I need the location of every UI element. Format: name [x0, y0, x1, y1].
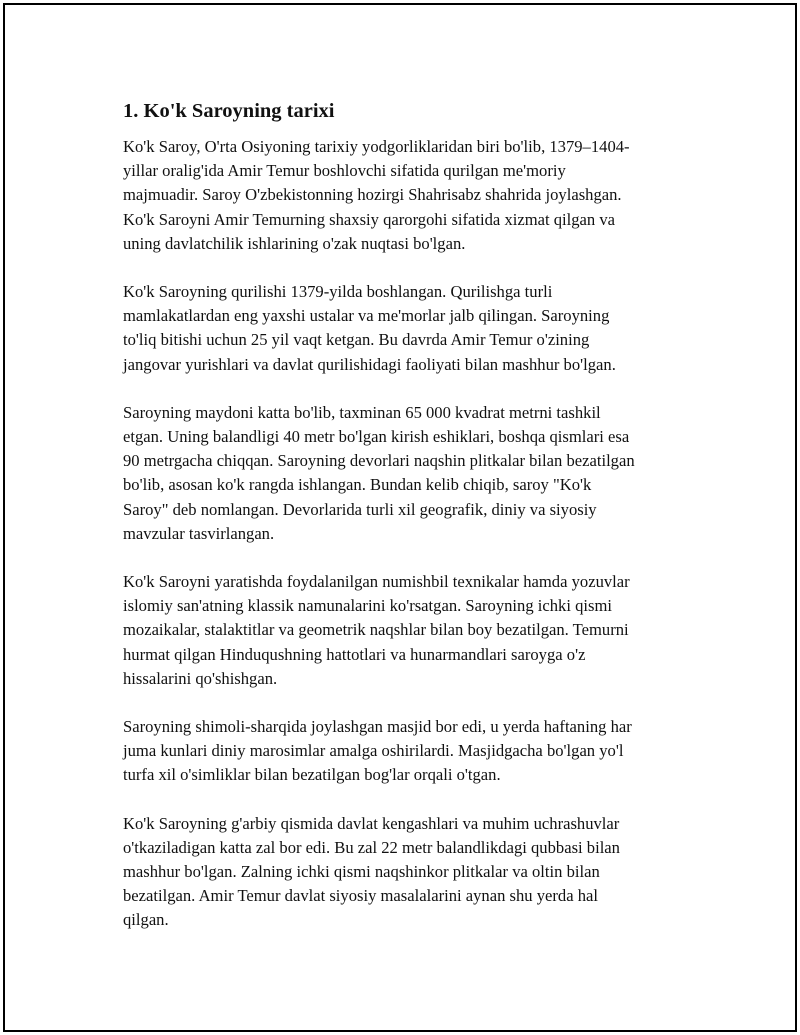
text-line: yillar oralig'ida Amir Temur boshlovchi sifatida qurilgan me'moriy [123, 161, 566, 181]
text-line: Ko'k Saroyning qurilishi 1379-yilda boshlangan. Qurilishga turli [123, 282, 553, 302]
text-line: mamlakatlardan eng yaxshi ustalar va me'morlar jalb qilingan. Saroyning [123, 306, 610, 326]
text-line: qilgan. [123, 910, 169, 930]
text-line: 90 metrgacha chiqqan. Saroyning devorlari naqshin plitkalar bilan bezatilgan [123, 451, 635, 471]
text-line: juma kunlari diniy marosimlar amalga oshirilardi. Masjidgacha bo'lgan yo'l [123, 741, 624, 761]
text-line: majmuadir. Saroy O'zbekistonning hozirgi Shahrisabz shahrida joylashgan. [123, 185, 622, 205]
paragraph-4 [123, 570, 703, 691]
document-body [123, 97, 703, 957]
text-line: Ko'k Saroyning g'arbiy qismida davlat kengashlari va muhim uchrashuvlar [123, 813, 620, 833]
text-line: Ko'k Saroyni Amir Temurning shaxsiy qarorgohi sifatida xizmat qilgan va [123, 209, 616, 229]
text-line: Saroyning shimoli-sharqida joylashgan masjid bor edi, u yerda haftaning har [123, 717, 632, 737]
text-line: Ko'k Saroy, O'rta Osiyoning tarixiy yodgorliklaridan biri bo'lib, 1379–1404- [123, 137, 630, 156]
text-line: hissalarini qo'shishgan. [123, 668, 278, 688]
text-line: hurmat qilgan Hinduqushning hattotlari va hunarmandlari saroyga o'z [123, 644, 586, 664]
text-line: etgan. Uning balandligi 40 metr bo'lgan kirish eshiklari, boshqa qismlari esa [123, 427, 630, 447]
paragraph-5 [123, 715, 703, 788]
text-line: islomiy san'atning klassik namunalarini ko'rsatgan. Saroyning ichki qismi [123, 596, 612, 616]
text-line: bo'lib, asosan ko'k rangda ishlangan. Bundan kelib chiqib, saroy "Ko'k [123, 475, 592, 495]
text-line: jangovar yurishlari va davlat qurilishidagi faoliyati bilan mashhur bo'lgan. [123, 354, 616, 374]
text-line: Saroyning maydoni katta bo'lib, taxminan 65 000 kvadrat metrni tashkil [123, 402, 601, 422]
text-line: mozaikalar, stalaktitlar va geometrik naqshlar bilan boy bezatilgan. Temurni [123, 620, 629, 640]
paragraph-3 [123, 401, 703, 546]
section-heading: 1. Ko'k Saroyning tarixi [123, 100, 335, 122]
text-line: Ko'k Saroyni yaratishda foydalanilgan numishbil texnikalar hamda yozuvlar [123, 572, 630, 592]
text-line: turfa xil o'simliklar bilan bezatilgan bog'lar orqali o'tgan. [123, 765, 501, 785]
text-line: mavzular tasvirlangan. [123, 523, 275, 543]
text-line: to'liq bitishi uchun 25 yil vaqt ketgan. Bu davrda Amir Temur o'zining [123, 330, 590, 350]
text-line: bezatilgan. Amir Temur davlat siyosiy masalalarini aynan shu yerda hal [123, 886, 599, 906]
paragraph-2 [123, 280, 703, 377]
paragraph-1 [123, 135, 703, 256]
text-line: uning davlatchilik ishlarining o'zak nuqtasi bo'lgan. [123, 233, 466, 253]
page-frame [3, 3, 797, 1032]
text-line: o'tkaziladigan katta zal bor edi. Bu zal 22 metr balandlikdagi qubbasi bilan [123, 837, 620, 857]
text-line: mashhur bo'lgan. Zalning ichki qismi naqshinkor plitkalar va oltin bilan [123, 862, 600, 882]
text-line: Saroy" deb nomlangan. Devorlarida turli xil geografik, diniy va siyosiy [123, 499, 597, 519]
paragraph-6 [123, 812, 703, 933]
